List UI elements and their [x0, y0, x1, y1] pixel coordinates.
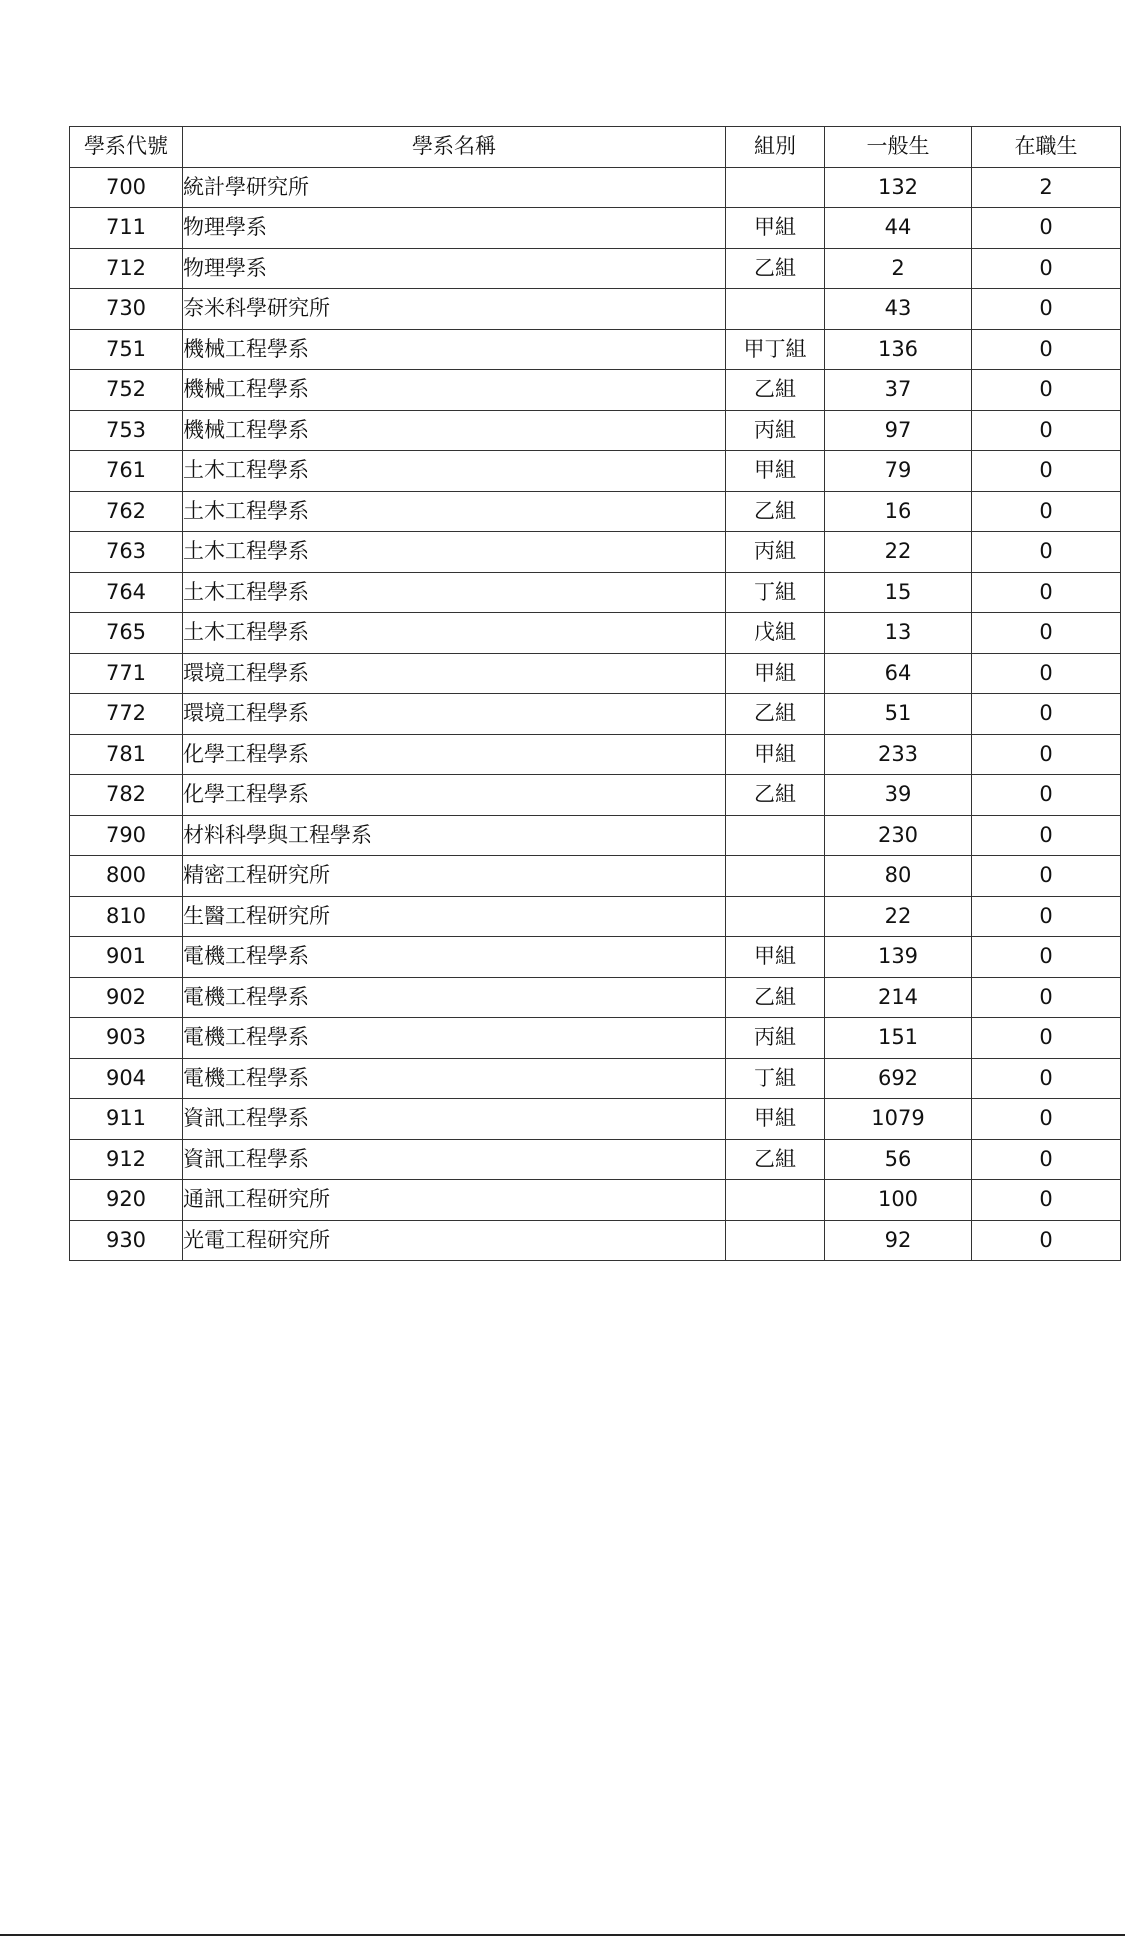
cell-dept-name: 土木工程學系 [183, 451, 726, 492]
cell-group: 乙組 [726, 694, 825, 735]
cell-group: 甲組 [726, 937, 825, 978]
cell-group: 丙組 [726, 532, 825, 573]
cell-dept-name: 電機工程學系 [183, 977, 726, 1018]
cell-general-students: 51 [825, 694, 972, 735]
table-row [70, 937, 1121, 978]
cell-dept-name: 物理學系 [183, 208, 726, 249]
cell-general-students: 233 [825, 734, 972, 775]
cell-working-students: 0 [972, 1018, 1121, 1059]
cell-group [726, 896, 825, 937]
header-working-students: 在職生 [972, 127, 1121, 168]
table-row [70, 856, 1121, 897]
cell-working-students: 0 [972, 694, 1121, 735]
cell-general-students: 44 [825, 208, 972, 249]
table-row [70, 613, 1121, 654]
cell-general-students: 151 [825, 1018, 972, 1059]
table-row [70, 653, 1121, 694]
cell-group [726, 289, 825, 330]
table-row [70, 815, 1121, 856]
cell-dept-name: 機械工程學系 [183, 410, 726, 451]
header-group: 組別 [726, 127, 825, 168]
cell-working-students: 0 [972, 1099, 1121, 1140]
cell-dept-code: 761 [70, 451, 183, 492]
cell-group: 甲組 [726, 653, 825, 694]
cell-dept-code: 912 [70, 1139, 183, 1180]
cell-working-students: 0 [972, 977, 1121, 1018]
cell-working-students: 0 [972, 370, 1121, 411]
cell-general-students: 22 [825, 532, 972, 573]
cell-general-students: 16 [825, 491, 972, 532]
cell-group: 甲組 [726, 208, 825, 249]
header-dept-name: 學系名稱 [183, 127, 726, 168]
header-general-students: 一般生 [825, 127, 972, 168]
cell-working-students: 0 [972, 410, 1121, 451]
cell-general-students: 136 [825, 329, 972, 370]
table-row [70, 896, 1121, 937]
cell-dept-code: 752 [70, 370, 183, 411]
cell-general-students: 692 [825, 1058, 972, 1099]
cell-dept-code: 771 [70, 653, 183, 694]
cell-working-students: 0 [972, 937, 1121, 978]
cell-group [726, 1180, 825, 1221]
cell-dept-name: 物理學系 [183, 248, 726, 289]
cell-dept-code: 765 [70, 613, 183, 654]
cell-group: 乙組 [726, 977, 825, 1018]
cell-group: 乙組 [726, 248, 825, 289]
cell-general-students: 13 [825, 613, 972, 654]
cell-working-students: 2 [972, 167, 1121, 208]
cell-general-students: 230 [825, 815, 972, 856]
cell-general-students: 64 [825, 653, 972, 694]
cell-dept-name: 機械工程學系 [183, 329, 726, 370]
table-row [70, 1220, 1121, 1261]
table-row [70, 248, 1121, 289]
table-row [70, 572, 1121, 613]
cell-working-students: 0 [972, 329, 1121, 370]
cell-general-students: 2 [825, 248, 972, 289]
table-row [70, 289, 1121, 330]
table-row [70, 491, 1121, 532]
cell-working-students: 0 [972, 1139, 1121, 1180]
table-row [70, 1058, 1121, 1099]
cell-dept-name: 通訊工程研究所 [183, 1180, 726, 1221]
cell-working-students: 0 [972, 1058, 1121, 1099]
cell-group: 丙組 [726, 1018, 825, 1059]
cell-dept-name: 電機工程學系 [183, 1018, 726, 1059]
table-row [70, 1018, 1121, 1059]
cell-general-students: 139 [825, 937, 972, 978]
cell-dept-code: 800 [70, 856, 183, 897]
cell-dept-name: 資訊工程學系 [183, 1139, 726, 1180]
table-row [70, 208, 1121, 249]
cell-dept-name: 環境工程學系 [183, 653, 726, 694]
cell-working-students: 0 [972, 532, 1121, 573]
cell-working-students: 0 [972, 1180, 1121, 1221]
cell-working-students: 0 [972, 451, 1121, 492]
cell-group: 甲組 [726, 1099, 825, 1140]
cell-dept-name: 光電工程研究所 [183, 1220, 726, 1261]
cell-working-students: 0 [972, 248, 1121, 289]
cell-dept-name: 化學工程學系 [183, 775, 726, 816]
cell-group: 戊組 [726, 613, 825, 654]
cell-dept-name: 土木工程學系 [183, 572, 726, 613]
cell-working-students: 0 [972, 896, 1121, 937]
cell-group: 乙組 [726, 775, 825, 816]
cell-group [726, 856, 825, 897]
cell-dept-code: 790 [70, 815, 183, 856]
cell-working-students: 0 [972, 734, 1121, 775]
table-row [70, 410, 1121, 451]
cell-working-students: 0 [972, 1220, 1121, 1261]
cell-group: 甲組 [726, 734, 825, 775]
cell-group: 乙組 [726, 1139, 825, 1180]
cell-working-students: 0 [972, 653, 1121, 694]
cell-dept-name: 資訊工程學系 [183, 1099, 726, 1140]
cell-working-students: 0 [972, 815, 1121, 856]
table-row [70, 1139, 1121, 1180]
cell-general-students: 79 [825, 451, 972, 492]
cell-group: 乙組 [726, 491, 825, 532]
cell-working-students: 0 [972, 572, 1121, 613]
cell-dept-name: 精密工程研究所 [183, 856, 726, 897]
cell-dept-code: 712 [70, 248, 183, 289]
cell-dept-code: 753 [70, 410, 183, 451]
cell-dept-code: 920 [70, 1180, 183, 1221]
table-row [70, 451, 1121, 492]
cell-general-students: 80 [825, 856, 972, 897]
cell-dept-code: 904 [70, 1058, 183, 1099]
cell-dept-code: 901 [70, 937, 183, 978]
cell-dept-code: 781 [70, 734, 183, 775]
cell-dept-code: 764 [70, 572, 183, 613]
cell-dept-name: 統計學研究所 [183, 167, 726, 208]
cell-general-students: 43 [825, 289, 972, 330]
cell-group: 丁組 [726, 572, 825, 613]
cell-general-students: 92 [825, 1220, 972, 1261]
table-row [70, 167, 1121, 208]
table-row [70, 734, 1121, 775]
cell-working-students: 0 [972, 289, 1121, 330]
cell-dept-name: 機械工程學系 [183, 370, 726, 411]
cell-general-students: 132 [825, 167, 972, 208]
table-header [70, 127, 1121, 168]
cell-dept-name: 土木工程學系 [183, 491, 726, 532]
cell-dept-code: 810 [70, 896, 183, 937]
cell-group: 丁組 [726, 1058, 825, 1099]
cell-dept-code: 730 [70, 289, 183, 330]
cell-general-students: 1079 [825, 1099, 972, 1140]
table-row [70, 1099, 1121, 1140]
cell-dept-name: 電機工程學系 [183, 1058, 726, 1099]
cell-dept-name: 環境工程學系 [183, 694, 726, 735]
cell-group [726, 1220, 825, 1261]
cell-group: 丙組 [726, 410, 825, 451]
cell-dept-code: 902 [70, 977, 183, 1018]
table-row [70, 329, 1121, 370]
cell-working-students: 0 [972, 208, 1121, 249]
header-row [70, 127, 1121, 168]
cell-working-students: 0 [972, 491, 1121, 532]
cell-general-students: 214 [825, 977, 972, 1018]
table-row [70, 370, 1121, 411]
cell-dept-code: 763 [70, 532, 183, 573]
cell-dept-code: 930 [70, 1220, 183, 1261]
table-row [70, 1180, 1121, 1221]
cell-group: 甲組 [726, 451, 825, 492]
cell-general-students: 15 [825, 572, 972, 613]
cell-dept-code: 782 [70, 775, 183, 816]
cell-general-students: 97 [825, 410, 972, 451]
cell-working-students: 0 [972, 856, 1121, 897]
cell-general-students: 100 [825, 1180, 972, 1221]
cell-dept-name: 土木工程學系 [183, 532, 726, 573]
cell-dept-name: 奈米科學研究所 [183, 289, 726, 330]
cell-general-students: 56 [825, 1139, 972, 1180]
cell-group [726, 167, 825, 208]
cell-dept-code: 711 [70, 208, 183, 249]
cell-general-students: 39 [825, 775, 972, 816]
cell-dept-name: 生醫工程研究所 [183, 896, 726, 937]
cell-dept-name: 化學工程學系 [183, 734, 726, 775]
table-row [70, 977, 1121, 1018]
cell-dept-name: 電機工程學系 [183, 937, 726, 978]
enrollment-table [69, 126, 1121, 1261]
cell-working-students: 0 [972, 613, 1121, 654]
cell-working-students: 0 [972, 775, 1121, 816]
cell-dept-code: 903 [70, 1018, 183, 1059]
cell-group: 乙組 [726, 370, 825, 411]
cell-dept-name: 土木工程學系 [183, 613, 726, 654]
cell-dept-code: 700 [70, 167, 183, 208]
cell-dept-code: 751 [70, 329, 183, 370]
cell-dept-code: 762 [70, 491, 183, 532]
table-row [70, 775, 1121, 816]
table-row [70, 694, 1121, 735]
header-dept-code: 學系代號 [70, 127, 183, 168]
cell-general-students: 37 [825, 370, 972, 411]
cell-dept-code: 911 [70, 1099, 183, 1140]
cell-group [726, 815, 825, 856]
cell-dept-code: 772 [70, 694, 183, 735]
cell-general-students: 22 [825, 896, 972, 937]
table-body [70, 167, 1121, 1261]
page-bottom-rule [0, 1934, 1125, 1936]
cell-group: 甲丁組 [726, 329, 825, 370]
table-row [70, 532, 1121, 573]
cell-dept-name: 材料科學與工程學系 [183, 815, 726, 856]
